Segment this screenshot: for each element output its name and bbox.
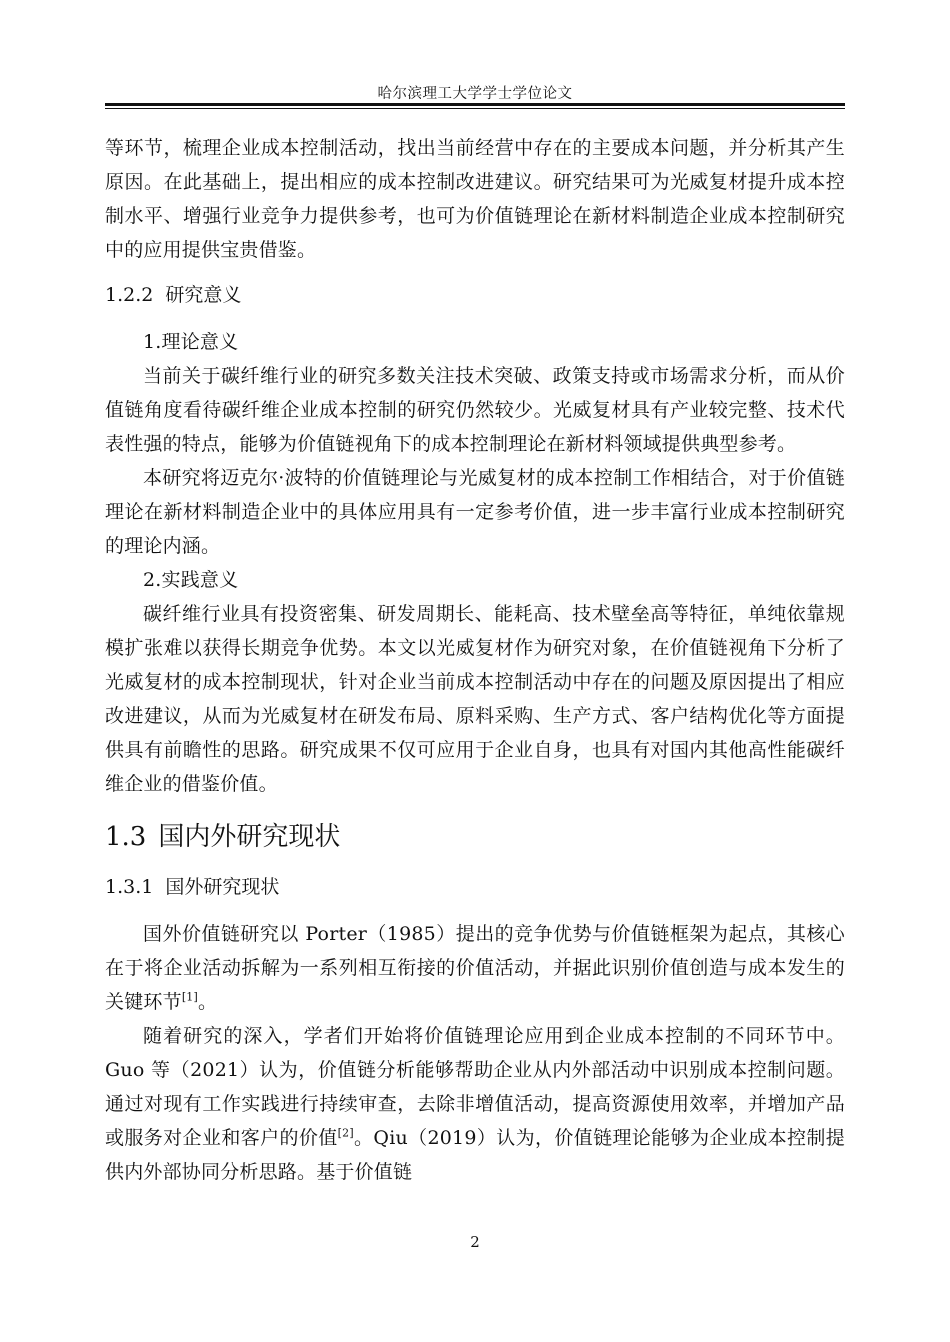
subheading-practice: 2.实践意义 <box>143 569 239 591</box>
subheading-theory: 1.理论意义 <box>143 331 239 353</box>
section-title: 国内外研究现状 <box>158 822 341 852</box>
paragraph-text-tail: 。 <box>198 991 218 1013</box>
section-heading-1-3-1 <box>105 870 845 904</box>
body-text <box>105 131 845 1189</box>
section-title: 国外研究现状 <box>165 876 280 898</box>
citation-ref[interactable]: [1] <box>181 990 198 1004</box>
section-title: 研究意义 <box>165 284 242 306</box>
section-heading-1-2-2 <box>105 278 845 312</box>
paragraph-intro: 等环节，梳理企业成本控制活动，找出当前经营中存在的主要成本问题，并分析其产生原因。在此基础上，提出相应的成本控制改进建议。研究结果可为光威复材提升成本控制水平、增强行业竞争力提供参考，也可为价值链理论在新材料制造企业成本控制研究中的应用提供宝贵借鉴。 <box>105 137 845 261</box>
header-rule-thick <box>105 103 845 106</box>
citation-ref[interactable]: [2] <box>337 1126 354 1140</box>
section-number: 1.3 <box>105 822 147 852</box>
paragraph-text: 随着研究的深入，学者们开始将价值链理论应用到企业成本控制的不同环节中。Guo 等（2021）认为，价值链分析能够帮助企业从内外部活动中识别成本控制问题。通过对现有工作实践进行持续审查，去除非增值活动，提高资源使用效率，并增加产品或服务对企业和客户的价值 <box>105 1025 845 1149</box>
section-heading-1-3 <box>105 815 845 859</box>
paragraph-foreign-1 <box>105 917 845 1019</box>
paragraph-text-tail: 。Qiu（2019）认为，价值链理论能够为企业成本控制提供内外部协同分析思路。基于价值链 <box>105 1127 845 1183</box>
paragraph-foreign-2 <box>105 1019 845 1189</box>
paragraph-theory-1: 当前关于碳纤维行业的研究多数关注技术突破、政策支持或市场需求分析，而从价值链角度看待碳纤维企业成本控制的研究仍然较少。光威复材具有产业较完整、技术代表性强的特点，能够为价值链视角下的成本控制理论在新材料领域提供典型参考。 <box>105 365 845 455</box>
paragraph-text: 国外价值链研究以 Porter（1985）提出的竞争优势与价值链框架为起点，其核心在于将企业活动拆解为一系列相互衔接的价值活动，并据此识别价值创造与成本发生的关键环节 <box>105 923 845 1013</box>
section-number: 1.3.1 <box>105 876 154 898</box>
page-number: 2 <box>470 1233 480 1251</box>
section-number: 1.2.2 <box>105 284 154 306</box>
paragraph-theory-2: 本研究将迈克尔·波特的价值链理论与光威复材的成本控制工作相结合，对于价值链理论在新材料制造企业中的具体应用具有一定参考价值，进一步丰富行业成本控制研究的理论内涵。 <box>105 467 845 557</box>
running-header: 哈尔滨理工大学学士学位论文 <box>377 86 573 102</box>
header-rule-thin <box>105 108 845 109</box>
paragraph-practice: 碳纤维行业具有投资密集、研发周期长、能耗高、技术壁垒高等特征，单纯依靠规模扩张难以获得长期竞争优势。本文以光威复材作为研究对象，在价值链视角下分析了光威复材的成本控制现状，针对企业当前成本控制活动中存在的问题及原因提出了相应改进建议，从而为光威复材在研发布局、原料采购、生产方式、客户结构优化等方面提供具有前瞻性的思路。研究成果不仅可应用于企业自身，也具有对国内其他高性能碳纤维企业的借鉴价值。 <box>105 603 845 795</box>
